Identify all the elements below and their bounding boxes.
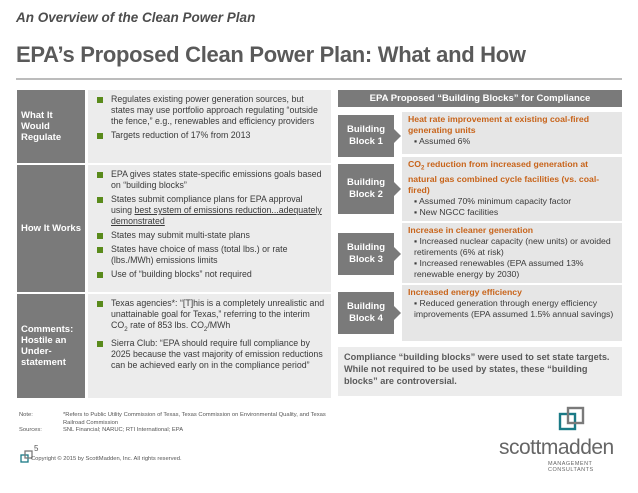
building-block-1-label: Building Block 1 (338, 115, 394, 157)
bullet-square-icon (97, 301, 103, 307)
bullet-square-icon (97, 197, 103, 203)
bullet-item: States have choice of mass (total lbs.) or rate (lbs./MWh) emissions limits (96, 244, 325, 266)
building-block-4-desc (402, 285, 622, 341)
building-blocks-header: EPA Proposed “Building Blocks” for Compliance (338, 90, 622, 107)
kicker-subtitle: An Overview of the Clean Power Plan (16, 10, 256, 25)
building-block-4-label: Building Block 4 (338, 292, 394, 334)
block-heading: $CO_2$ reduction from increased generation at natural gas combined cycle facilities (vs. coal-fired) (408, 159, 600, 195)
row-label-text: What It Would Regulate (21, 110, 62, 143)
row-content-what (88, 90, 331, 163)
building-block-3-label: Building Block 3 (338, 233, 394, 275)
row-label-text: Comments: Hostile an Under-statement (21, 324, 74, 368)
block-detail: ▪ Increased nuclear capacity (new units) or avoided retirements (6% at risk) (414, 236, 611, 257)
row-content-comments (88, 294, 331, 398)
bullet-square-icon (97, 233, 103, 239)
bullet-item: Regulates existing power generation sources, but states may use portfolio approach regulating “outside the fence,” e.g., renewables and efficiency providers (96, 94, 325, 127)
compliance-summary: Compliance “building blocks” were used to set state targets. While not required to be used by states, these “building blocks” are controversial. (338, 347, 622, 396)
title-divider (16, 78, 622, 80)
row-content-how (88, 165, 331, 292)
bullet-square-icon (97, 172, 103, 178)
row-label-how (17, 165, 85, 292)
footnotes (19, 412, 333, 435)
building-block-3-desc (402, 223, 622, 283)
page-number: 5 (34, 444, 39, 453)
building-block-1-desc (402, 112, 622, 154)
bullet-item: States may submit multi-state plans (96, 230, 325, 241)
sources-label: Sources: (19, 427, 42, 433)
page-title: EPA’s Proposed Clean Power Plan: What and How (16, 42, 526, 67)
block-detail: ▪ Reduced generation through energy efficiency improvements (EPA assumed 1.5% annual savings) (414, 298, 614, 319)
bullet-item: EPA gives states state-specific emissions goals based on “building blocks” (96, 169, 325, 191)
brand-tagline: MANAGEMENT CONSULTANTS (548, 461, 594, 473)
copyright: Copyright © 2015 by ScottMadden, Inc. All rights reserved. (31, 456, 182, 462)
bullet-item: Sierra Club: “EPA should require full compliance by 2025 because the vast majority of emission reductions can be achieved early on in the compliance period” (96, 338, 325, 371)
block-heading: Heat rate improvement at existing coal-fired generating units (408, 114, 590, 135)
bullet-item: Targets reduction of 17% from 2013 (96, 130, 325, 141)
brand-wordmark: scottmadden (499, 436, 614, 459)
bullet-square-icon (97, 247, 103, 253)
block-detail: ▪ Assumed 70% minimum capacity factor (414, 195, 572, 206)
row-label-text: How It Works (21, 223, 81, 234)
row-label-what (17, 90, 85, 163)
block-detail: ▪ Assumed 6% (414, 136, 471, 146)
bullet-square-icon (97, 133, 103, 139)
building-block-2-desc (402, 157, 622, 221)
bullet-square-icon (97, 341, 103, 347)
bullet-item: States submit compliance plans for EPA approval using best system of emissions reduction...adequately demonstrated (96, 194, 325, 227)
bullet-item: Texas agencies*: “[T]his is a completely unrealistic and unattainable goal for Texas,” referring to the interim $CO_2$ rate of 853 lbs. $CO_2$/MWh (96, 298, 325, 335)
bullet-square-icon (97, 97, 103, 103)
brand-logo-icon (556, 406, 590, 436)
bullet-square-icon (97, 272, 103, 278)
note-text: *Refers to Public Utility Commission of Texas, Texas Commission on Environmental Quality, and Texas Railroad Commission (63, 412, 326, 426)
building-block-2-label: Building Block 2 (338, 164, 394, 214)
note-label: Note: (19, 412, 33, 418)
block-heading: Increase in cleaner generation (408, 225, 534, 235)
row-label-comments (17, 294, 85, 398)
bullet-item: Use of “building blocks” not required (96, 269, 325, 280)
block-detail: ▪ New NGCC facilities (414, 206, 499, 217)
sources-text: SNL Financial; NARUC; RTI International; EPA (63, 427, 184, 433)
block-heading: Increased energy efficiency (408, 287, 522, 297)
block-detail: ▪ Increased renewables (EPA assumed 13% renewable energy by 2030) (414, 258, 584, 279)
